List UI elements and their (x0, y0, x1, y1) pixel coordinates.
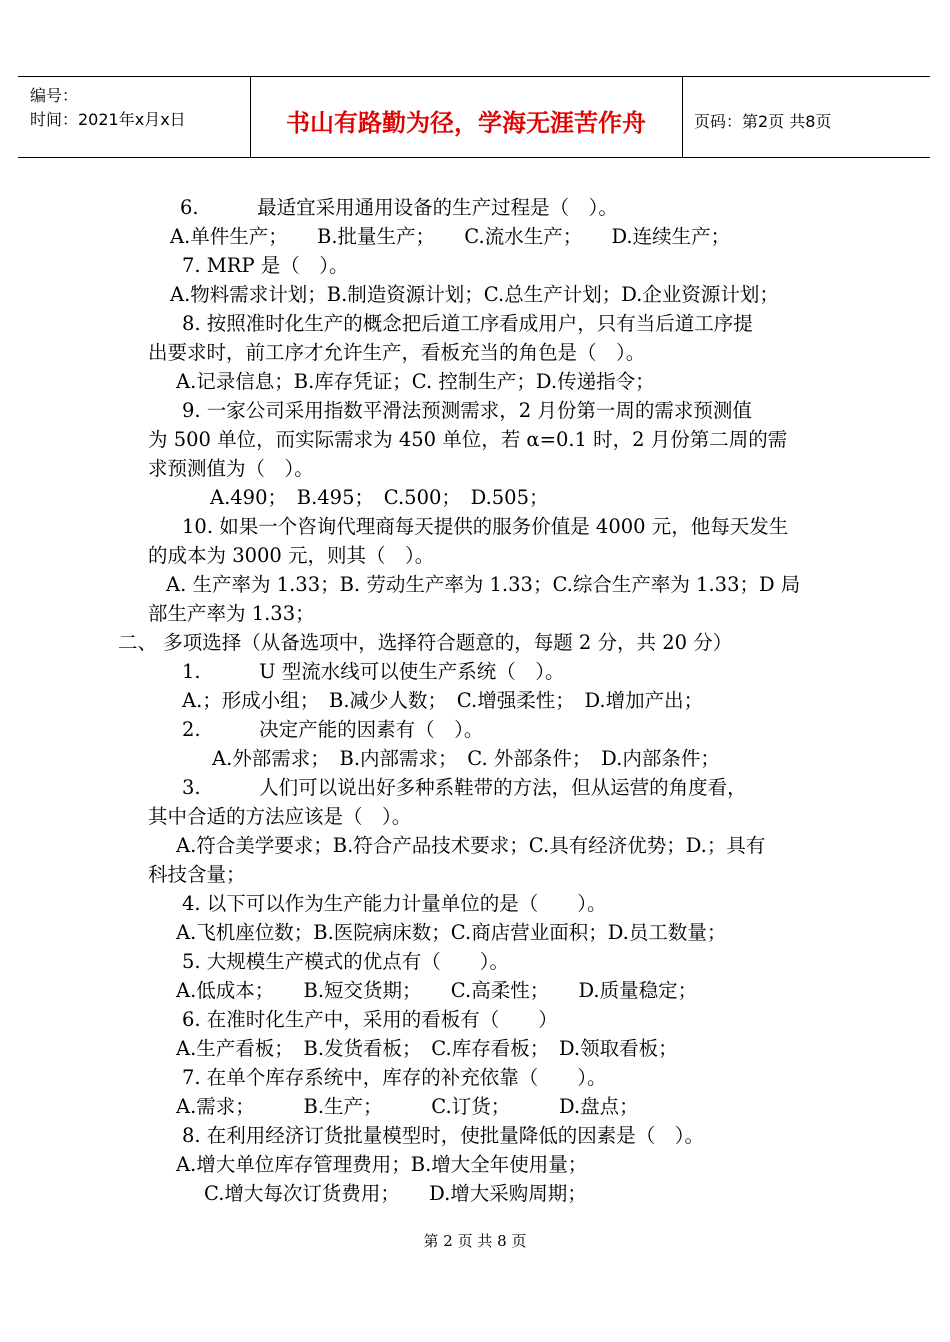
text-line: 7. 在单个库存系统中，库存的补充依靠（ ）。 (182, 1066, 607, 1089)
text-line: A.物料需求计划；B.制造资源计划；C.总生产计划；D.企业资源计划； (170, 283, 779, 306)
text-line: 5. 大规模生产模式的优点有（ ）。 (182, 950, 510, 973)
text-line: 4. 以下可以作为生产能力计量单位的是（ ）。 (182, 892, 607, 915)
text-line: A.需求； B.生产； C.订货； D.盘点； (176, 1095, 639, 1118)
text-line: 科技含量； (148, 863, 246, 886)
text-line: A.记录信息；B.库存凭证；C. 控制生产；D.传递指令； (176, 370, 655, 393)
text-line: 二、 多项选择（从备选项中，选择符合题意的，每题 2 分，共 20 分） (118, 631, 733, 654)
motto: 书山有路勤为径，学海无涯苦作舟 (286, 109, 646, 137)
text-line: 6. 在准时化生产中，采用的看板有（ ） (182, 1008, 558, 1031)
text-line: 9. 一家公司采用指数平滑法预测需求，2 月份第一周的需求预测值 (182, 399, 752, 422)
page-header (18, 76, 930, 158)
text-line: A.低成本； B.短交货期； C.高柔性； D.质量稳定； (176, 979, 698, 1002)
text-line: A.生产看板； B.发货看板； C.库存看板； D.领取看板； (176, 1037, 678, 1060)
header-page-cell (682, 77, 930, 157)
text-line: 求预测值为（ ）。 (148, 457, 314, 480)
text-line: C.增大每次订货费用； D.增大采购周期； (204, 1182, 587, 1205)
text-line: A.符合美学要求；B.符合产品技术要求；C.具有经济优势；D.；具有 (176, 834, 766, 857)
serial-label: 编号： (30, 86, 79, 105)
text-line: 出要求时，前工序才允许生产，看板充当的角色是（ ）。 (148, 341, 646, 364)
text-line: 为 500 单位，而实际需求为 450 单位，若 α=0.1 时，2 月份第二周的需 (148, 428, 788, 451)
text-line: A. 生产率为 1.33；B. 劳动生产率为 1.33；C.综合生产率为 1.33；D 局 (166, 573, 801, 596)
text-line: A.490； B.495； C.500； D.505； (210, 486, 549, 509)
text-line: A.飞机座位数；B.医院病床数；C.商店营业面积；D.员工数量； (176, 921, 727, 944)
time-label: 时间：2021年x月x日 (30, 110, 186, 129)
header-info-cell (18, 77, 251, 157)
text-line: 2. 决定产能的因素有（ ）。 (182, 718, 484, 741)
text-line: 部生产率为 1.33； (148, 602, 315, 625)
text-line: A.外部需求； B.内部需求； C. 外部条件； D.内部条件； (212, 747, 720, 770)
text-line: 1. U 型流水线可以使生产系统（ ）。 (182, 660, 565, 683)
text-line: A.；形成小组； B.减少人数； C.增强柔性； D.增加产出； (182, 689, 704, 712)
text-line: 6. 最适宜采用通用设备的生产过程是（ ）。 (180, 196, 618, 219)
text-line: 的成本为 3000 元，则其（ ）。 (148, 544, 435, 567)
text-line: 其中合适的方法应该是（ ）。 (148, 805, 412, 828)
text-line: 8. 在利用经济订货批量模型时，使批量降低的因素是（ ）。 (182, 1124, 705, 1147)
text-line: A.单件生产； B.批量生产； C.流水生产； D.连续生产； (170, 225, 731, 248)
page-info: 页码：第2页 共8页 (694, 112, 832, 131)
header-motto-cell (250, 77, 683, 157)
text-line: 3. 人们可以说出好多种系鞋带的方法，但从运营的角度看， (182, 776, 747, 799)
page-footer: 第 2 页 共 8 页 (423, 1232, 527, 1250)
text-line: 10. 如果一个咨询代理商每天提供的服务价值是 4000 元，他每天发生 (182, 515, 789, 538)
text-line: 7. MRP 是（ ）。 (182, 254, 349, 277)
text-line: 8. 按照准时化生产的概念把后道工序看成用户，只有当后道工序提 (182, 312, 753, 335)
text-line: A.增大单位库存管理费用；B.增大全年使用量； (176, 1153, 588, 1176)
